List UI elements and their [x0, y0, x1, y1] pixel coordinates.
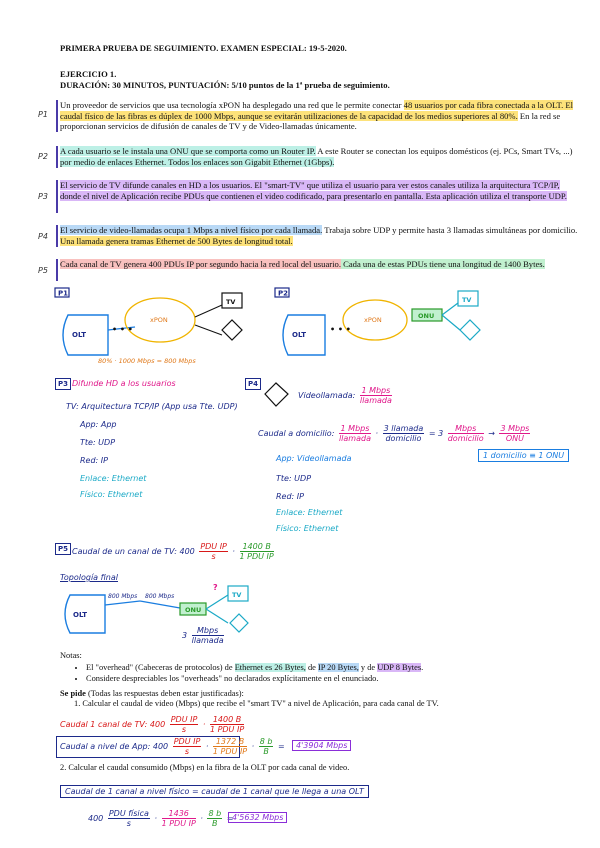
numerator: 1436	[162, 809, 196, 819]
denominator: s	[184, 747, 190, 756]
text: El "overhead" (Cabeceras de protocolos) de	[86, 663, 235, 672]
fraction	[192, 626, 224, 645]
margin-bar	[56, 259, 58, 281]
numerator: PDU IP	[170, 715, 198, 724]
olt-label: OLT	[72, 331, 87, 339]
margin-bar	[56, 225, 58, 247]
paragraph-label: P1	[38, 110, 48, 119]
bandwidth-label: 800 Mbps	[108, 593, 138, 600]
answer1-result: 4'3904 Mbps	[292, 740, 351, 751]
highlight: l físico de las fibras es dúplex de 1000 Mbps,	[80, 110, 236, 121]
olt-label: OLT	[73, 611, 88, 619]
question-1: 1. Calcular el caudal de video (Mbps) que recibe el "smart TV" a nivel de Aplicación, para cada canal de TV.	[74, 699, 439, 708]
asks-line	[60, 689, 244, 698]
highlight: por medio de enlaces Ethernet. Todos los enlaces son Gigabit Ethernet (1Gbps).	[60, 156, 335, 167]
numerator: Mbps	[192, 626, 224, 636]
fraction	[173, 737, 202, 756]
fraction	[339, 424, 371, 443]
answer1-calc: Caudal a nivel de App: 400 $\frac{\text{PDU IP}}{s}$ · $\frac{1372 B}{\text{1 PDU IP}}$ · $\frac{8 b}{B}$ =	[60, 737, 285, 756]
fraction	[210, 715, 244, 734]
duration-line: DURACIÓN: 30 MINUTOS, PUNTUACIÓN: 5/10 puntos de la 1ª prueba de seguimiento.	[60, 80, 390, 90]
paragraph-p2	[60, 146, 580, 167]
tv-channel-throughput: Caudal de un canal de TV: 400 $\frac{\text{PDU IP}}{s}$ · $\frac{1400 B}{\text{1 PDU IP}}$	[72, 542, 274, 561]
olt-label: OLT	[292, 331, 307, 339]
numerator: PDU física	[108, 809, 149, 818]
text: Caudal de un canal de TV: 400	[72, 547, 195, 556]
numerator: 1372 B	[213, 737, 247, 747]
denominator: 1 PDU IP	[239, 552, 274, 561]
text: Se pide	[60, 689, 86, 698]
paragraph-label: P4	[38, 232, 48, 241]
fraction	[213, 737, 247, 756]
highlight: El servicio de video-llamadas ocupa 1 Mbps a nivel físico por cada llamada.	[60, 225, 323, 235]
denominator: 1 PDU IP	[212, 747, 248, 756]
denominator: B	[212, 819, 218, 828]
paragraph-p5	[60, 259, 580, 270]
numerator: PDU IP	[173, 737, 201, 746]
ethernet-link	[442, 315, 460, 330]
denominator: llamada	[338, 434, 371, 443]
note-item: • Considere despreciables los "overheads" no declarados explícitamente en el enunciado.	[86, 674, 586, 685]
numerator: 8 b	[259, 737, 273, 746]
dots: • • •	[330, 325, 351, 334]
p4-tag: P4	[245, 378, 261, 390]
ethernet-link	[206, 595, 228, 609]
diagram-p2	[275, 288, 480, 355]
denominator: B	[263, 747, 269, 756]
denominator: llamada	[191, 636, 224, 645]
layer-transport: Tte: UDP	[276, 474, 312, 483]
numerator: 1400 B	[210, 715, 244, 725]
diagram-p1	[55, 288, 242, 365]
page-title: PRIMERA PRUEBA DE SEGUIMIENTO. EXAMEN ESPECIAL: 19-5-2020.	[60, 43, 347, 53]
paragraph-p4	[60, 225, 580, 246]
text: A este Router se conectan los equipos domésticos (ej. PCs, Smart TVs, ...)	[315, 146, 573, 156]
fraction	[259, 737, 274, 756]
highlight: Una llamada genera tramas Ethernet de 500 Bytes de longitud total.	[60, 235, 293, 246]
tv-label: TV	[462, 296, 472, 304]
fraction	[162, 809, 196, 828]
paragraph-label: P2	[38, 152, 48, 161]
p3-tag: P3	[55, 378, 71, 390]
ethernet-link	[442, 303, 458, 315]
p2-tag: P2	[278, 289, 289, 298]
numerator: PDU IP	[200, 542, 227, 551]
text: de	[305, 663, 318, 672]
text: 3	[182, 631, 188, 640]
xpon-label: xPON	[150, 316, 168, 324]
text: Caudal a domicilio:	[258, 429, 335, 438]
numerator: 8 b	[208, 809, 222, 818]
highlight: Ethernet es 26 Bytes,	[234, 663, 306, 672]
fraction	[207, 809, 222, 828]
numerator: 1 Mbps	[361, 386, 391, 395]
fraction	[448, 424, 484, 443]
p3-title: Difunde HD a los usuarios	[72, 379, 176, 388]
notes-list	[72, 663, 586, 684]
layer-network: Red: IP	[276, 492, 304, 501]
text: Un proveedor de servicios que usa tecnología xPON ha desplegado una red que le permite conectar	[60, 100, 404, 110]
onu-label: ONU	[185, 606, 202, 614]
home-throughput: Caudal a domicilio: $\frac{\text{1 Mbps}}{\text{llamada}}$ · $\frac{\text{3 llamada}}{\text{domicilio}}$ = 3 $\frac{\text{Mbps}}{\text{domicilio}}$ → $\frac{\text{3 Mbps}}{\text{ONU}}$	[258, 424, 530, 443]
note-item	[86, 663, 586, 674]
denominator: ONU	[505, 434, 524, 443]
text: Trabaja sobre UDP y permite hasta 3 llamadas simultáneas por domicilio.	[322, 225, 578, 235]
text: (Todas las respuestas deben estar justificadas):	[85, 689, 244, 698]
exercise-title: EJERCICIO 1.	[60, 69, 117, 79]
layer-transport: Tte: UDP	[80, 438, 116, 447]
denominator: s	[126, 819, 131, 828]
denominator: 1 PDU IP	[161, 819, 196, 828]
onu-label: ONU	[418, 312, 435, 320]
fiber-line	[105, 601, 140, 605]
highlight: IP 20 Bytes,	[317, 663, 359, 672]
laptop-icon	[262, 380, 292, 410]
link-line	[195, 305, 222, 317]
highlight: Cada canal de TV genera 400 PDUs IP por segundo hacia la red local del usuario.	[60, 259, 341, 269]
denominator: llamada	[359, 396, 392, 405]
laptop-icon	[222, 320, 242, 340]
ethernet-link	[206, 609, 228, 623]
paragraph-p1	[60, 100, 580, 132]
tv-architecture: TV: Arquitectura TCP/IP (App usa Tte. UDP)	[66, 402, 238, 411]
network-diagrams	[0, 285, 600, 375]
p1-tag: P1	[58, 289, 69, 298]
highlight: El servicio de TV difunde canales en HD a los usuarios. El "smart-TV" que utiliza el usuario para ver estos canales utiliza la arquitectura TCP/IP, donde el nivel de Aplicación recibe PDUs que contienen el video codificado, para presentarlo en pantalla. Esta aplicación utiliza el transporte UDP.	[60, 180, 567, 201]
layer-link: Enlace: Ethernet	[80, 474, 147, 483]
denominator: s	[181, 725, 187, 734]
link-line	[195, 325, 222, 335]
highlight: aunque se evitarán utilizaciones de la capacidad de los medios superiores al 80%.	[235, 110, 518, 121]
notes-title: Notas:	[60, 651, 82, 660]
paragraph-label: P5	[38, 266, 48, 275]
numerator: 1400 B	[240, 542, 274, 552]
numerator: 3 llamada	[383, 424, 424, 433]
answer2-calc: 400 $\frac{\text{PDU física}}{s}$ · $\frac{1436}{\text{1 PDU IP}}$ · $\frac{8 b}{B}$ =	[88, 809, 234, 828]
home-onu-box: 1 domicilio ≡ 1 ONU	[478, 449, 569, 462]
question-2: 2. Calcular el caudal consumido (Mbps) en la fibra de la OLT por cada canal de video.	[60, 763, 350, 772]
fraction	[499, 424, 530, 443]
layer-app: App: Videollamada	[276, 454, 352, 463]
fraction	[199, 542, 228, 561]
dots: • • •	[112, 325, 133, 334]
fraction	[170, 715, 199, 734]
margin-bar	[56, 180, 58, 213]
highlight: 48 usuarios por cada fibra conectada a la OLT.	[403, 100, 564, 110]
denominator: s	[211, 552, 216, 561]
text: = 3	[428, 429, 444, 438]
highlight: Cada una de estas PDUs tiene una longitud de 1400 Bytes.	[340, 259, 545, 269]
utilization-note: 80% · 1000 Mbps = 800 Mbps	[98, 357, 196, 365]
fraction	[108, 809, 150, 828]
fraction	[383, 424, 425, 443]
laptop-icon	[230, 614, 248, 632]
topology-calls	[182, 626, 226, 645]
text: .	[421, 663, 424, 672]
answer2-box: Caudal de 1 canal a nivel físico = caudal de 1 canal que le llega a una OLT	[60, 785, 369, 798]
paragraph-label: P3	[38, 192, 48, 201]
margin-bar	[56, 100, 58, 132]
text: y de	[358, 663, 378, 672]
margin-bar	[56, 146, 58, 168]
denominator: 1 PDU IP	[209, 725, 245, 734]
p5-tag: P5	[55, 543, 71, 555]
paragraph-p3	[60, 180, 580, 201]
tv-label: TV	[226, 298, 236, 306]
topology-title: Topología final	[60, 573, 118, 582]
text: Caudal a nivel de App: 400	[60, 742, 169, 751]
text: Caudal 1 canal de TV: 400	[60, 720, 166, 729]
videocall-label	[298, 386, 394, 405]
bandwidth-label: 800 Mbps	[145, 593, 175, 600]
laptop-icon	[460, 320, 480, 340]
highlight: El cauda	[60, 100, 574, 121]
text: En la red se proporcionan servicios de difusión de canales de TV y de Video-llamadas únicamente.	[60, 110, 561, 132]
answer2-result: 4'5632 Mbps	[228, 812, 287, 823]
answer1-line: Caudal 1 canal de TV: 400 $\frac{\text{PDU IP}}{s}$ · $\frac{1400 B}{\text{1 PDU IP}}$	[60, 715, 245, 734]
question-mark: ?	[213, 583, 218, 592]
layer-physical: Físico: Ethernet	[276, 524, 339, 533]
text: Videollamada:	[298, 391, 356, 400]
xpon-label: xPON	[364, 316, 382, 324]
layer-app: App: App	[80, 420, 117, 429]
text: 400	[88, 814, 104, 823]
numerator: 1 Mbps	[340, 424, 370, 433]
layer-physical: Físico: Ethernet	[80, 490, 143, 499]
layer-network: Red: IP	[80, 456, 108, 465]
fraction	[360, 386, 392, 405]
denominator: domicilio	[385, 434, 422, 443]
numerator: 3 Mbps	[500, 424, 530, 433]
highlight: UDP 8 Bytes	[377, 663, 422, 672]
fraction	[240, 542, 274, 561]
highlight: A cada usuario se le instala una ONU que se comporta como un Router IP.	[60, 146, 316, 156]
tv-label: TV	[232, 591, 242, 599]
numerator: Mbps	[448, 424, 484, 434]
layer-link: Enlace: Ethernet	[276, 508, 343, 517]
topology-diagram	[0, 583, 300, 643]
fiber-line	[140, 601, 180, 608]
denominator: domicilio	[447, 434, 484, 443]
